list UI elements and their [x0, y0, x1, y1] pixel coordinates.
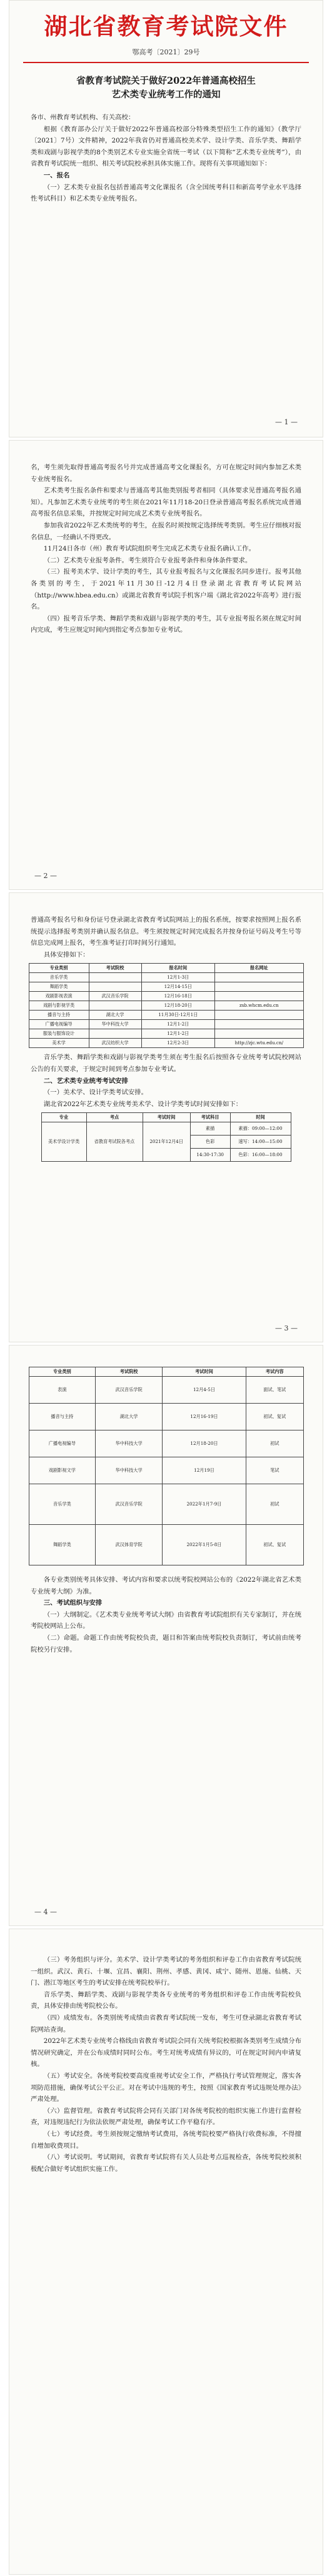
- paragraph: （六）监督管理。省教育考试院将会同有关部门对各统考院校的组织实施工作进行监督检查，对违规违纪行为依法依规严肃处理，确保考试工作平稳有序。: [31, 2107, 301, 2127]
- table-cell: [89, 1001, 141, 1011]
- page-2-body: [9, 462, 323, 636]
- table-cell: [89, 973, 141, 982]
- page-number: — 4 —: [34, 1908, 57, 1916]
- paragraph: （三）考务组织与评分。美术学、设计学类考试的考务组织和评卷工作由省教育考试院统一组织。武汉、黄石、十堰、宜昌、襄阳、荆州、孝感、黄冈、咸宁、随州、恩施、仙桃、天门、潜江等地区考生的考试安排在统考院校举行。: [31, 1956, 301, 1987]
- table-header-cell: 考试时间: [143, 1113, 190, 1122]
- table-cell: [215, 1011, 303, 1020]
- table-header-cell: 考试院校: [89, 964, 141, 973]
- table-row: [29, 1525, 303, 1565]
- table-cell: 12月1-3日: [141, 973, 215, 982]
- table-cell: 武汉音乐学院: [89, 992, 141, 1001]
- table-cell: [215, 973, 303, 982]
- table-cell: 笔试: [246, 1457, 303, 1484]
- table-cell: 服装与服饰设计: [29, 1029, 89, 1039]
- table-cell: 舞蹈学类: [29, 1525, 96, 1565]
- paragraph: 具体安排如下：: [43, 951, 89, 959]
- paragraph: （七）考试经费。考生须按规定缴纳考试费用，各统考院校要严格执行收费标准，不得擅自增加收费项目。: [31, 2130, 301, 2150]
- table-header-cell: 报名网址: [215, 964, 303, 973]
- table-row: [29, 1457, 303, 1484]
- table-cell: [89, 1029, 141, 1039]
- page-3-body: [9, 914, 323, 961]
- table-header-cell: 专业类别: [29, 1367, 96, 1377]
- table-cell: [215, 1020, 303, 1029]
- notice-title: [9, 74, 323, 102]
- table-cell: 14:30-17:30: [190, 1149, 230, 1162]
- paragraph: （一）大纲制定。《艺术类专业统考考试大纲》由省教育考试院组织有关专家制订，并在统考院校网站上公布。: [31, 1610, 301, 1630]
- table-cell: 音乐学类: [29, 973, 89, 982]
- paragraph: （一）艺术类专业报名包括普通高考文化课报名（含全国统考科目和新高考学业水平选择性考试科目）和艺术类专业统考报名。: [31, 183, 301, 203]
- table-cell: 戏剧与影视学类: [29, 1001, 89, 1011]
- table-cell: 湖北大学: [89, 1011, 141, 1020]
- table-cell: 戏剧影视表演: [29, 992, 89, 1001]
- table-row: [29, 973, 303, 982]
- salutation: 各市、州教育考试机构、有关高校：: [31, 114, 135, 121]
- section-1-heading: 一、报名: [43, 171, 70, 179]
- professional-exam-table: [29, 1367, 304, 1565]
- table-cell: 美术学设计学类: [41, 1122, 86, 1162]
- table-row: [29, 1011, 303, 1020]
- table-header-cell: 考试院校: [96, 1367, 163, 1377]
- table-cell: 12月14-15日: [141, 982, 215, 992]
- registration-schedule-table: [29, 963, 304, 1048]
- table-cell: [89, 982, 141, 992]
- table-row: [29, 1029, 303, 1039]
- table-cell: 色彩：16:00—18:00: [230, 1149, 291, 1162]
- paragraph: （四）报考音乐学类、舞蹈学类和戏剧与影视学类的考生，其专业报考报名须在规定时间内完成，考生应规定时间内到指定考点参加专业考试。: [31, 614, 301, 634]
- table-cell: 武汉音乐学院: [96, 1377, 163, 1404]
- table-header-row: [29, 964, 303, 973]
- document-number: 鄂高考〔2021〕29号: [132, 48, 200, 56]
- paragraph: 湖北省2022年艺术类专业统考美术学、设计学类考试时间安排如下：: [43, 1100, 243, 1108]
- table-cell: 12月2-3日: [141, 1039, 215, 1048]
- table-cell: 12月18-20日: [162, 1430, 246, 1457]
- table-cell-link[interactable]: zsb.whcm.edu.cn: [215, 1001, 303, 1011]
- page-number: — 2 —: [34, 872, 57, 880]
- table-cell: [215, 992, 303, 1001]
- table-cell: 初试、复试: [246, 1404, 303, 1430]
- document-page-1: [9, 0, 323, 437]
- table-cell: 美术学: [29, 1039, 89, 1048]
- table-cell: 音乐学类: [29, 1484, 96, 1525]
- table-cell: 素描: [190, 1122, 230, 1136]
- paragraph: 音乐学类、舞蹈学类和戏剧与影视学类考生须在考生报名后按照各专业统考考试院校网站公告的有关要求，于规定时间到考点参加专业考试。: [31, 1054, 301, 1073]
- paragraph: （五）考试安全。各统考院校要高度重视考试安全工作，严格执行考试管理规定，落实各项防范措施，确保考试公平公正。对在考试中违规的考生，按照《国家教育考试违规处理办法》严肃处理。: [31, 2072, 301, 2104]
- paragraph: （二）命题。命题工作由统考院校负责，题目和答案由统考院校负责制订，考试前由统考院校另行安排。: [31, 1634, 301, 1654]
- table-cell: 12月1-2日: [141, 1020, 215, 1029]
- page-5-body: [9, 1954, 323, 2175]
- paragraph: 名，考生须先取得普通高考报名号并完成普通高考文化课报名，方可在规定时间内参加艺术类专业统考报名。: [31, 464, 301, 483]
- table-header-row: [41, 1113, 291, 1122]
- table-header-row: [29, 1367, 303, 1377]
- document-page-4: [9, 1345, 323, 1926]
- table-cell: 速写：14:00—15:00: [230, 1136, 291, 1149]
- paragraph: 2022年艺术类专业统考合格线由省教育考试院会同有关统考院校根据各类别考生成绩分布情况研究确定，并在公布成绩时同时公布。考生对统考成绩有异议的，可在规定时间内申请复核。: [31, 2037, 301, 2069]
- table-cell: 华中科技大学: [96, 1430, 163, 1457]
- table-header-cell: 专业: [41, 1113, 86, 1122]
- table-header-cell: 考点: [86, 1113, 143, 1122]
- page-4-body: [9, 1574, 323, 1655]
- table-cell: 2022年1月7-9日: [162, 1484, 246, 1525]
- issuing-organization-title: 湖北省教育考试院文件: [44, 12, 288, 40]
- page-number: — 1 —: [275, 418, 298, 426]
- table-cell: 素描：09:00—12:00: [230, 1122, 291, 1136]
- table-cell: 华中科技大学: [96, 1457, 163, 1484]
- table-header-cell: 考试时间: [162, 1367, 246, 1377]
- exam-schedule-table: [41, 1112, 291, 1162]
- table-header-cell: 考试内容: [246, 1367, 303, 1377]
- table-cell: 初试: [246, 1430, 303, 1457]
- paragraph: （三）报考美术学、设计学类的考生，其专业报考报名与文化课报名同步进行。报考其他各类别的考生，于2021年11月30日-12月4日登录湖北省教育考试院网站（http://www.hbea.edu.cn）或湖北省教育考试院手机客户端《湖北省2022年高考》进行报名。: [31, 568, 301, 611]
- table-header-cell: 时间: [230, 1113, 291, 1122]
- table-header-cell: 报名时间: [141, 964, 215, 973]
- table-cell: 12月16-18日: [141, 992, 215, 1001]
- paragraph: 音乐学类、舞蹈学类、戏剧与影视学类各专业统考的考务组织和评卷工作由统考院校负责，具体安排由统考院校公布。: [31, 1990, 301, 2010]
- table-header-cell: 专业类别: [29, 964, 89, 973]
- table-cell: 12月1-2日: [141, 1029, 215, 1039]
- section-3-heading: 三、考试组织与安排: [43, 1599, 103, 1607]
- table-cell: 12月4-5日: [162, 1377, 246, 1404]
- table-cell: 色彩: [190, 1136, 230, 1149]
- table-cell: 初试: [246, 1484, 303, 1525]
- section-2-heading: 二、艺术类专业统考考试安排: [43, 1077, 128, 1085]
- table-cell: 2021年12月4日: [143, 1122, 190, 1162]
- table-row: [29, 1001, 303, 1011]
- table-cell: 广播电视编导: [29, 1020, 89, 1029]
- page-number: — 3 —: [275, 1324, 298, 1332]
- table-row: [29, 1404, 303, 1430]
- table-cell: 2022年1月5-8日: [162, 1525, 246, 1565]
- table-cell: 武汉音乐学院: [96, 1484, 163, 1525]
- paragraph: （八）考试说明。考试期间，省教育考试院将有关人员赴考点巡视检查，各统考院校须积极配合做好考试组织实施工作。: [31, 2154, 301, 2173]
- table-cell: 播音与主持: [29, 1011, 89, 1020]
- table-cell-link[interactable]: http://zjc.wtu.edu.cn/: [215, 1039, 303, 1048]
- paragraph: 各专业类别统考具体安排、考试内容和要求以统考院校网站公布的《2022年湖北省艺术类专业统考大纲》为准。: [31, 1576, 301, 1595]
- document-page-5: [9, 1929, 323, 2575]
- red-header-rule: [23, 62, 309, 63]
- table-row: [29, 1020, 303, 1029]
- table-cell: 武汉纺织大学: [89, 1039, 141, 1048]
- document-page-3: [9, 892, 323, 1342]
- table-cell: 戏剧影视文学: [29, 1457, 96, 1484]
- table-row: [29, 1484, 303, 1525]
- table-cell: 湖北大学: [96, 1404, 163, 1430]
- table-cell: 表演: [29, 1377, 96, 1404]
- table-cell: 12月16-19日: [162, 1404, 246, 1430]
- table-cell: [215, 982, 303, 992]
- paragraph: （二）艺术类专业报考条件。考生须符合专业报考条件和身体条件要求。: [43, 556, 252, 564]
- table-cell: 播音与主持: [29, 1404, 96, 1430]
- table-cell: 12月18-20日: [141, 1001, 215, 1011]
- table-header-cell: 考试科目: [190, 1113, 230, 1122]
- table-row: [29, 992, 303, 1001]
- table-cell: 广播电视编导: [29, 1430, 96, 1457]
- paragraph: 艺术类考生报名条件和要求与普通高考其他类别报考者相同（具体要求见普通高考报名通知）。凡参加艺术类专业统考的考生须在2021年11月18-20日登录普通高考报名系统完成普通高考报名信息采集，并按规定时间完成艺术类专业统考报名。: [31, 487, 301, 518]
- page-1-body: [9, 112, 323, 205]
- paragraph: 11月24日各市（州）教育考试院组织考生完成艺术类专业报名确认工作。: [43, 545, 255, 553]
- page-3-body-2: [9, 1052, 323, 1110]
- paragraph: 普通高考报名号和身份证号登录湖北省教育考试院网站上的报名系统，按要求按照网上报名系统提示选择报考类别并确认报名信息。考生须按规定时间完成报名并按身份证号码及考生号等信息完成网上报名，考生准考证打印时间另行通知。: [31, 916, 301, 947]
- table-row: [29, 1430, 303, 1457]
- notice-title-line-2: 艺术类专业统考工作的通知: [111, 89, 221, 100]
- table-cell: 舞蹈学类: [29, 982, 89, 992]
- table-cell: 华中科技大学: [89, 1020, 141, 1029]
- table-row: [41, 1122, 291, 1136]
- table-cell: 12月19日: [162, 1457, 246, 1484]
- intro-paragraph: 根据《教育部办公厅关于做好2022年普通高校部分特殊类型招生工作的通知》（教学厅〔2021〕7号）文件精神，2022年我省仍对普通高校美术学、设计学类、音乐学类、舞蹈学类和戏剧与影视学类的8个类别艺术专业实施全省统一考试（以下简称“艺术类专业统考”），由省教育考试院统一组织、相关考试院校承担具体实施工作。现将有关事项通知如下：: [31, 125, 301, 168]
- table-cell: [215, 1029, 303, 1039]
- paragraph: （一）美术学、设计学类考试安排。: [43, 1089, 148, 1097]
- table-row: [29, 1377, 303, 1404]
- notice-title-line-1: 省教育考试院关于做好2022年普通高校招生: [76, 76, 256, 86]
- table-cell: 11月30日-12月1日: [141, 1011, 215, 1020]
- document-page-2: [9, 440, 323, 890]
- table-row: [29, 1039, 303, 1048]
- paragraph: 参加我省2022年艺术类统考的考生，在报名时须按规定选择统考类别。考生应仔细核对报名信息，一经确认不得更改。: [31, 521, 301, 541]
- table-cell: 省教育考试院各考点: [86, 1122, 143, 1162]
- table-cell: 武汉体育学院: [96, 1525, 163, 1565]
- table-cell: 初试、复试: [246, 1525, 303, 1565]
- table-cell: 面试、笔试: [246, 1377, 303, 1404]
- table-row: [29, 982, 303, 992]
- paragraph: （四）成绩发布。各类别统考成绩由省教育考试院统一发布，考生可登录湖北省教育考试院网站查询。: [31, 2014, 301, 2034]
